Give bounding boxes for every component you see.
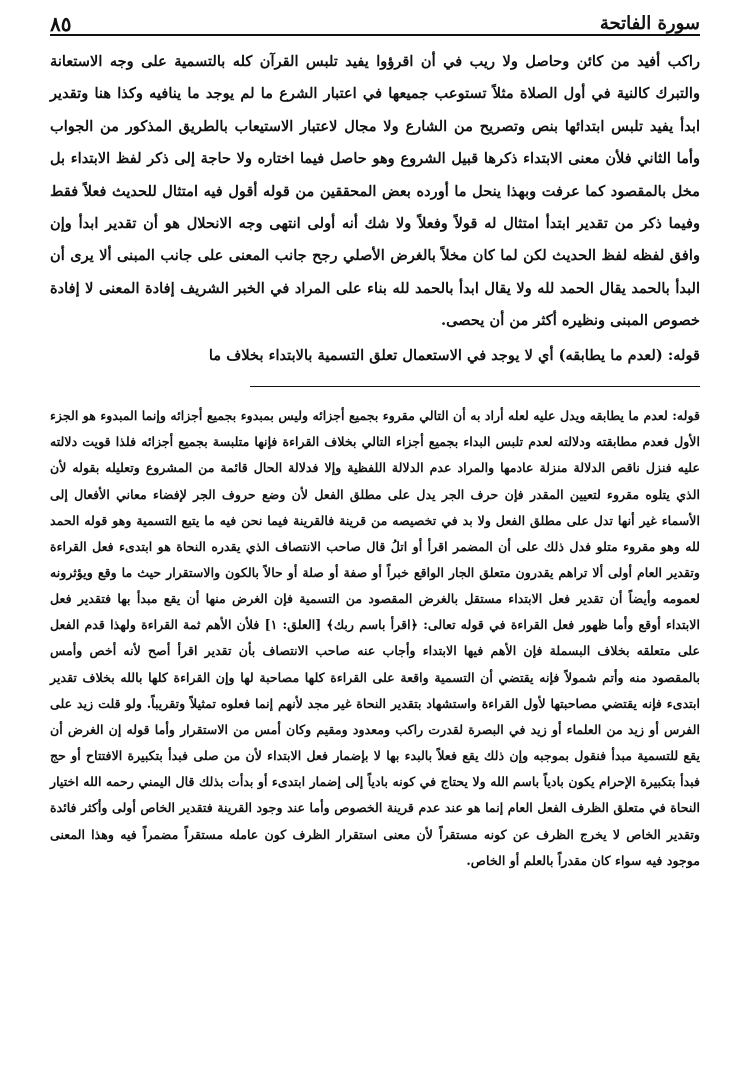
quote-explanation: أي لا يوجد في الاستعمال تعلق التسمية بالابتداء بخلاف ما (208, 346, 559, 364)
footnote-separator (250, 386, 700, 387)
commentary-paragraph: راكب أفيد من كائن وحاصل ولا ريب في أن اقرؤوا يفيد تلبس القرآن كله بالتسمية على وجه الاستعانة والتبرك كالنية في أول الصلاة مثلاً تستوعب جميعها في اعتبار الشرع ما لم يوجد ما ينافيه وكذا هنا وتقدير ابدأ يفيد تلبس ابتدائها بنص وتصريح من الشارع ولا مجال لاعتبار الاستيعاب بالطريق المذكور من الجواب وأما الثاني فلأن معنى الابتداء ذكرها قبيل الشروع وهو حاصل فيما اختاره ولا حاجة إلى ذكر لفظ الابتداء بل مخل بالمقصود كما عرفت وبهذا ينحل ما أورده بعض المحققين من قوله أقول فيه امتثال للحديث فعلاً فقط وفيما ذكر من تقدير ابتدأ امتثال له قولاً وفعلاً ولا شك أنه أولى انتهى وجه الانحلال هو أن تقدير ابدأ وإن وافق لفظه لفظ الحديث لكن لما كان مخلاً بالغرض الأصلي رجح جانب المعنى على جانب المبنى ألا يرى أن البدأ بالحمد يقال الحمد لله ولا يقال ابدأ بالحمد لله بناء على المراد في الخبر الشريف إفادة المعنى لا إفادة خصوص المبنى ونظيره أكثر من أن يحصى. (50, 53, 700, 330)
quote-label: قوله: (لعدم ما يطابقه) (558, 346, 700, 364)
footnote-label: قوله: (672, 408, 700, 424)
surah-title: سورة الفاتحة (599, 13, 700, 34)
page-number: ٨٥ (50, 12, 72, 36)
footnote-section (50, 403, 700, 874)
footnote-paragraph (50, 403, 700, 874)
page-header (50, 8, 700, 36)
main-commentary (50, 46, 700, 372)
commentary-paragraph-qawluh (50, 340, 700, 372)
footnote-text: لعدم ما يطابقه ويدل عليه لعله أراد به أن التالي مقروء بجميع أجزائه وليس بمبدوء بجميع أجزائه وإنما المبدوء هو الجزء الأول فعدم مطابقته ودلالته لعدم تلبس البداء بجميع أجزاء التالي بخلاف القراءة فإنها متلبسة بجميع أجزائه فلذا قويت دلالته عليه فنزل ناقص الدلالة منزلة عادمها والمراد عدم الدلالة اللفظية وإلا فدلالة الحال قائمة من المشروع وتعليله بقوله لأن الذي يتلوه مقروء لتعيين المقدر فإن حرف الجر يدل على مطلق الفعل لأن وضع حروف الجر لإفضاء معاني الأفعال إلى الأسماء غير أنها تدل على مطلق الفعل ولا بد في تخصيصه من قرينة فالقرينة فيما نحن فيه ما يتبع التسمية وهو قوله الحمد لله وهو مقروء متلو فدل ذلك على أن المضمر اقرأ أو اتلُ قال صاحب الانتصاف الذي يقدره النحاة هو ابتدىء فعل القراءة وتقدير العام أولى ألا تراهم يقدرون متعلق الجار الواقع خبراً أو صفة أو صلة أو حالاً بالكون والاستقرار حيث ما وقع ويؤثرونه لعمومه وأيضاً أن تقدير فعل الابتداء مستقل بالغرض المقصود من التسمية فإن الغرض منها أن يقع مبدأ بها فتقدير فعل الابتداء أوقع وأما ظهور فعل القراءة في قوله تعالى: ﴿اقرأ باسم ربك﴾ [العلق: ١] فلأن الأهم ثمة القراءة ولهذا قدم الفعل على متعلقه بخلاف البسملة فإن الأهم فيها الابتداء وأجاب عنه صاحب الانتصاف بأن تقدير اقرأ أصح لأنه أخص وأمس بالمقصود منه وأتم شمولاً فإنه يقتضي أن التسمية واقعة على القراءة كلها مصاحبة لها وإن القراءة كلها بالله بخلاف تقدير ابتدىء فإنه يقتضي مصاحبتها لأول القراءة واستشهاد بتقدير النحاة غير مجد لأنهم إنما فعلوه تمثيلاً وتقريباً. ولو قلت زيد على الفرس أو زيد من العلماء أو زيد في البصرة لقدرت راكب ومعدود ومقيم وكان أمس من الاستقرار وأما قوله إن الغرض أن يقع للتسمية مبدأ فنقول بموجبه وإن ذلك يقع فعلاً بالبدء بها لا بإضمار فعل الابتداء لأن من صلى فبدأ بتكبيرة الافتتاح أو حج فبدأ بتكبيرة الإحرام يكون بادياً باسم الله ولا يحتاج في كونه بادياً إلى إضمار ابتدىء أو بدأت بذلك قال اليمني رحمه الله اختيار النحاة في متعلق الظرف الفعل العام إنما هو عند عدم قرينة الخصوص وأما عند وجود القرينة فتقدير الخاص أولى وأكثر فائدة وتقدير الخاص لا يخرج الظرف عن كونه مستقراً لأن معنى استقرار الظرف كون عامله مستقراً مضمراً فيه وهذا المعنى موجود فيه سواء كان مقدراً بالعلم أو الخاص. (50, 408, 700, 868)
